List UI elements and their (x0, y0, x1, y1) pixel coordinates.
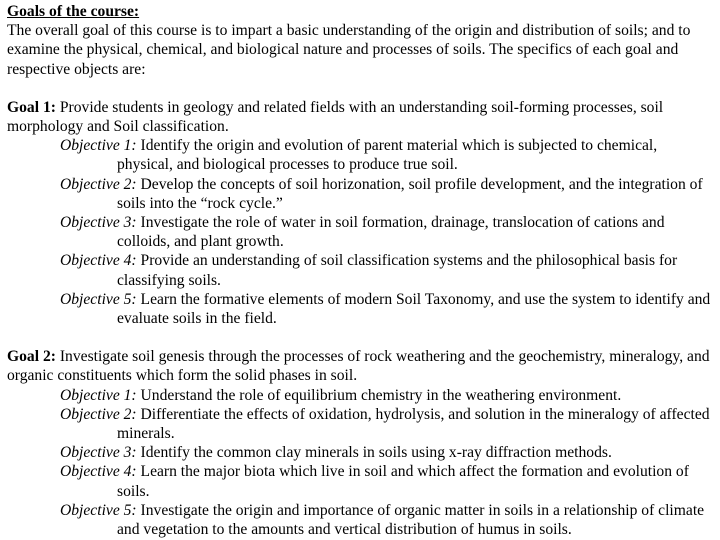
objective-label: Objective 4: (60, 463, 137, 481)
objective-label: Objective 2: (60, 175, 137, 193)
objective-label: Objective 1: (60, 137, 137, 155)
objective-label: Objective 1: (60, 386, 137, 404)
objective-text: Differentiate the effects of oxidation, hydrolysis, and solution in the mineralogy of affected minerals. (117, 405, 710, 443)
objective-label: Objective 3: (60, 444, 137, 462)
objective-text: Learn the formative elements of modern Soil Taxonomy, and use the system to identify and evaluate soils in the field. (117, 290, 711, 328)
goal-statement (7, 98, 715, 136)
objective-text: Identify the origin and evolution of parent material which is subjected to chemical, physical, and biological processes to produce true soil. (117, 137, 658, 174)
goal-statement (7, 347, 715, 385)
objective-label: Objective 2: (60, 405, 137, 423)
objective-label: Objective 5: (60, 501, 137, 519)
objective-item (7, 136, 715, 174)
goal-label: Goal 1: (7, 98, 56, 116)
objective-item (7, 213, 715, 251)
objective-item (7, 386, 715, 405)
goal-label: Goal 2: (7, 348, 56, 366)
objective-item (7, 175, 715, 213)
objective-text: Develop the concepts of soil horizonation, soil profile development, and the integration of soils into the “rock cycle.” (117, 175, 703, 212)
goal-text: Investigate soil genesis through the processes of rock weathering and the geochemistry, mineralogy, and organic constituents which form the solid phases in soil. (7, 348, 710, 385)
objective-label: Objective 4: (60, 252, 137, 270)
objective-text: Learn the major biota which live in soil and which affect the formation and evolution of soils. (117, 463, 689, 500)
goal-block (7, 98, 715, 328)
objective-label: Objective 3: (60, 214, 137, 232)
objective-text: Investigate the role of water in soil formation, drainage, translocation of cations and colloids, and plant growth. (117, 214, 665, 251)
section-heading: Goals of the course: (7, 3, 140, 20)
objective-text: Investigate the origin and importance of organic matter in soils in a relationship of climate and vegetation to the amounts and vertical distribution of humus in soils. (117, 501, 705, 539)
spacer (7, 328, 715, 347)
objective-item (7, 251, 715, 289)
spacer (7, 79, 715, 98)
objective-text: Identify the common clay minerals in soils using x-ray diffraction methods. (140, 444, 612, 462)
goal-text: Provide students in geology and related fields with an understanding soil-forming processes, soil morphology and Soil classification. (7, 98, 664, 136)
objective-label: Objective 5: (60, 290, 137, 308)
objective-text: Understand the role of equilibrium chemistry in the weathering environment. (140, 386, 622, 404)
objective-item (7, 501, 715, 539)
goal-block (7, 347, 715, 539)
objective-item (7, 443, 715, 462)
document-page (7, 2, 715, 539)
objective-item (7, 405, 715, 443)
objective-item (7, 462, 715, 500)
objective-text: Provide an understanding of soil classification systems and the philosophical basis for classifying soils. (117, 252, 678, 289)
intro-paragraph: The overall goal of this course is to impart a basic understanding of the origin and distribution of soils; and to examine the physical, chemical, and biological nature and processes of soils. The specifics of each goal and respective objects are: (7, 22, 691, 78)
objective-item (7, 290, 715, 328)
